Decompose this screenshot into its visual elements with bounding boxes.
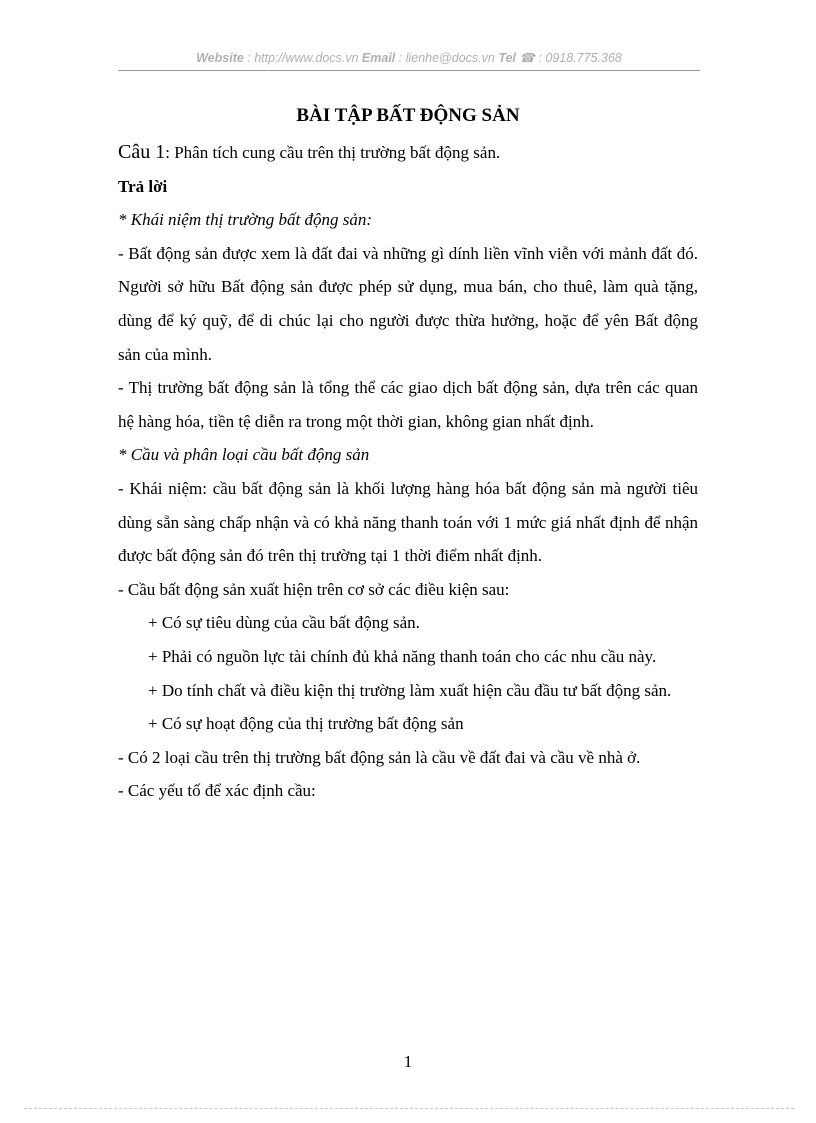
page-number: 1: [403, 1052, 413, 1071]
document-body: [118, 96, 698, 808]
paragraph-demand-definition: - Khái niệm: cầu bất động sản là khối lượng hàng hóa bất động sản mà người tiêu dùng sẵn sàng chấp nhận và có khả năng thanh toán với 1 mức giá nhất định để nhận được bất động sản đó trên thị trường tại 1 thời điểm nhất định.: [118, 478, 698, 566]
section-heading-market: * Khái niệm thị trường bất động sản:: [118, 210, 372, 230]
footer-divider: [24, 1108, 794, 1109]
condition-item: + Có sự tiêu dùng của cầu bất động sản.: [148, 613, 420, 633]
paragraph-market-definition: - Thị trường bất động sản là tổng thể các giao dịch bất động sản, dựa trên các quan hệ hàng hóa, tiền tệ diễn ra trong một thời gian, không gian nhất định.: [118, 378, 698, 431]
page-header: [118, 50, 700, 65]
condition-item: + Do tính chất và điều kiện thị trường làm xuất hiện cầu đầu tư bất động sản.: [148, 680, 672, 700]
document-title: BÀI TẬP BẤT ĐỘNG SẢN: [296, 105, 520, 126]
email-label: Email: [361, 51, 396, 65]
tel-value: : 0918.775.368: [534, 51, 622, 65]
tel-label: Tel: [498, 51, 516, 65]
phone-icon: ☎: [519, 51, 535, 65]
paragraph-demand-factors: - Các yếu tố để xác định cầu:: [118, 781, 316, 801]
condition-item: + Có sự hoạt động của thị trường bất động sản: [148, 714, 464, 734]
paragraph-demand-conditions: - Cầu bất động sản xuất hiện trên cơ sở các điều kiện sau:: [118, 579, 510, 599]
email-value: : lienhe@docs.vn: [395, 51, 499, 65]
answer-label: Trả lời: [118, 176, 168, 196]
question-label: Câu 1: [118, 141, 166, 163]
website-value: : http://www.docs.vn: [243, 51, 362, 65]
header-divider: [118, 70, 700, 71]
paragraph-demand-types: - Có 2 loại cầu trên thị trường bất động sản là cầu về đất đai và cầu về nhà ở.: [118, 747, 641, 767]
paragraph-real-estate-definition: - Bất động sản được xem là đất đai và những gì dính liền vĩnh viễn với mảnh đất đó. Người sở hữu Bất động sản được phép sử dụng, mua bán, cho thuê, làm quà tặng, dùng để ký quỹ, để di chúc lại cho người được thừa hưởng, hoặc để yên Bất động sản của mình.: [118, 243, 698, 364]
condition-item: + Phải có nguồn lực tài chính đủ khả năng thanh toán cho các nhu cầu này.: [148, 646, 657, 666]
question-text: : Phân tích cung cầu trên thị trường bất động sản.: [165, 143, 501, 162]
question-1: [118, 136, 698, 170]
section-heading-demand: * Cầu và phân loại cầu bất động sản: [118, 445, 370, 465]
website-label: Website: [196, 51, 244, 65]
